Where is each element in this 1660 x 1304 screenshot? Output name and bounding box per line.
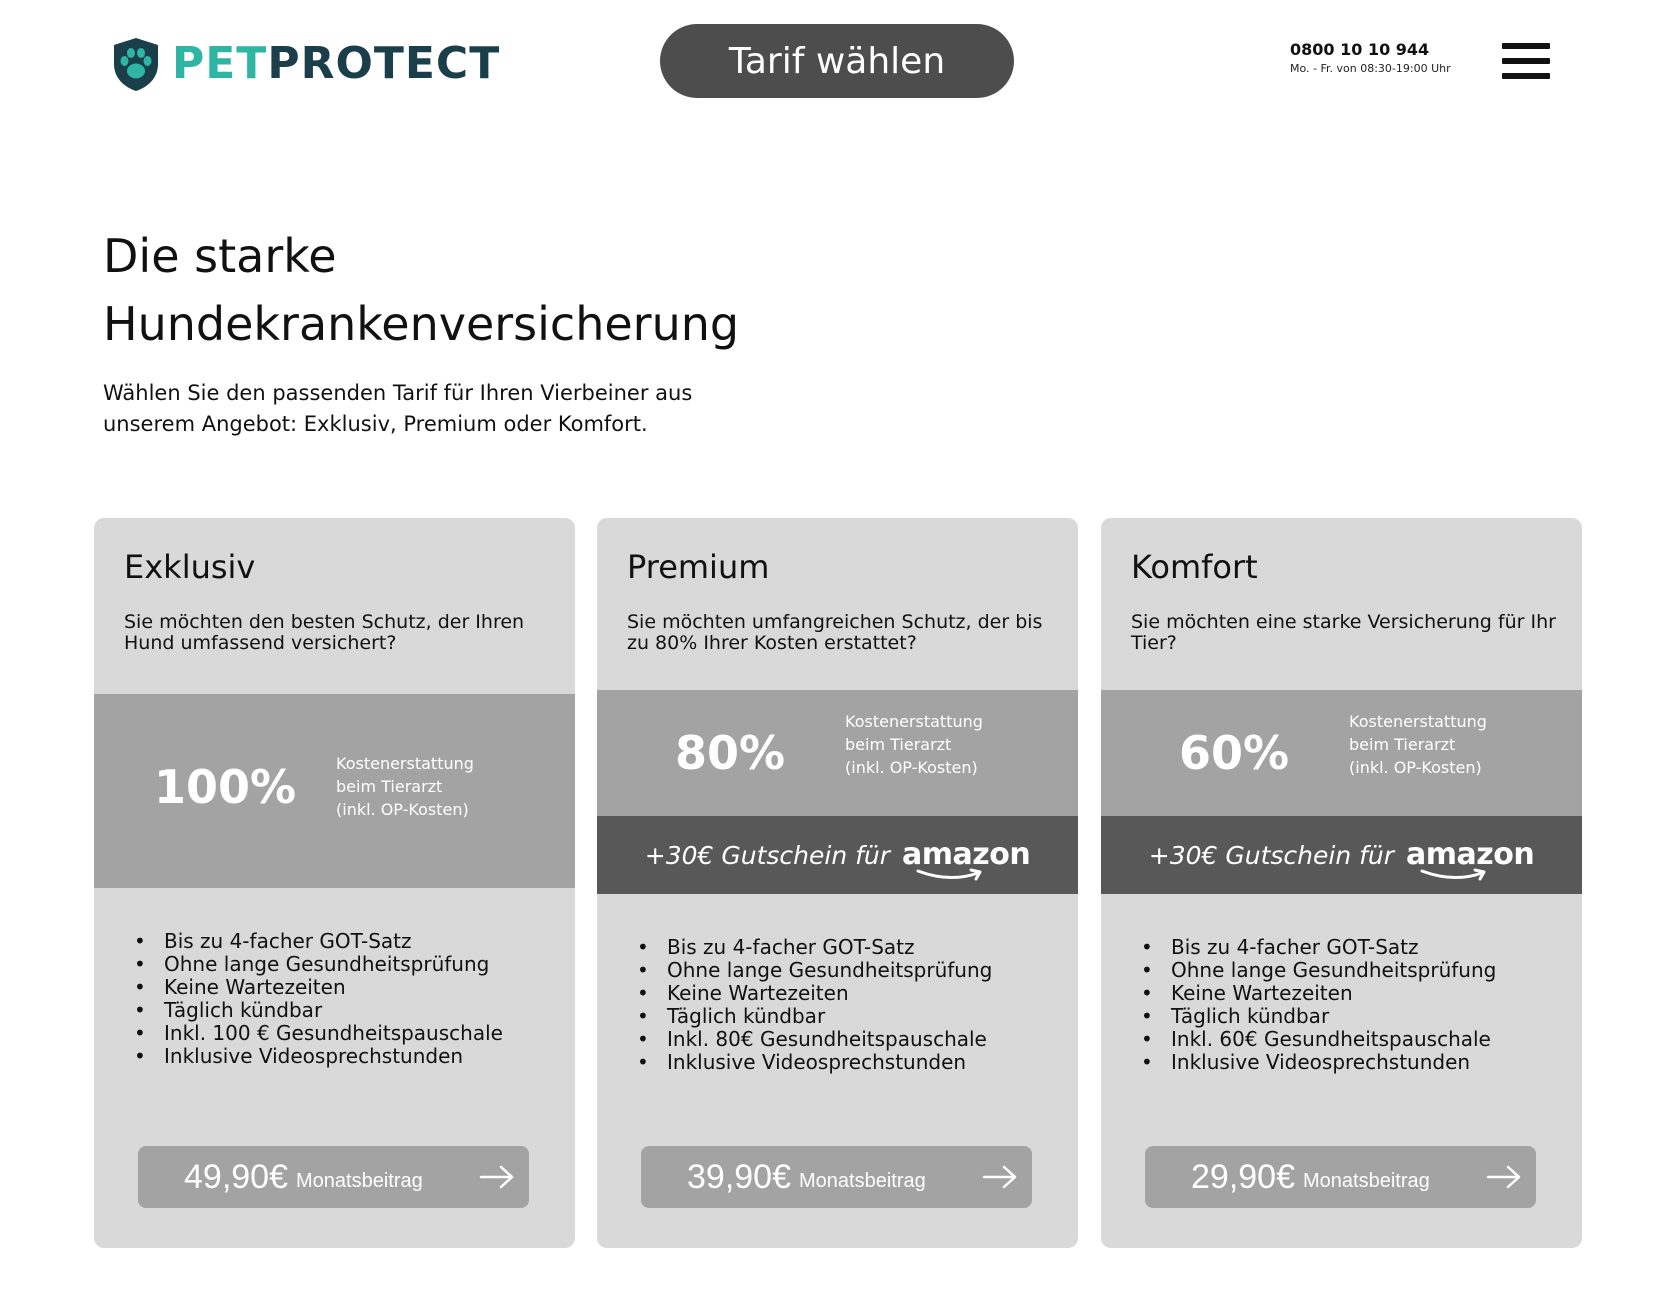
plan-card-premium xyxy=(597,518,1078,1248)
amazon-wordmark: amazon xyxy=(902,837,1031,872)
reimbursement-band xyxy=(1101,690,1582,816)
reimbursement-note-line: (inkl. OP-Kosten) xyxy=(845,758,978,777)
price-label: Monatsbeitrag xyxy=(296,1169,423,1192)
amazon-logo xyxy=(1406,837,1535,872)
select-komfort-button[interactable] xyxy=(1145,1146,1536,1208)
logo[interactable] xyxy=(110,36,500,92)
feature-item: • Inkl. 60€ Gesundheitspauschale xyxy=(1141,1028,1561,1051)
amazon-voucher-banner xyxy=(597,816,1078,894)
reimbursement-note xyxy=(845,710,1045,779)
menu-bar xyxy=(1502,58,1550,64)
plan-name: Komfort xyxy=(1131,548,1258,586)
amazon-wordmark: amazon xyxy=(1406,837,1535,872)
reimbursement-percent: 60% xyxy=(1179,726,1290,780)
page-subtitle: Wählen Sie den passenden Tarif für Ihren Vierbeiner aus unserem Angebot: Exklusiv, Premium oder Komfort. xyxy=(103,381,693,436)
amazon-logo xyxy=(902,837,1031,872)
reimbursement-note-line: beim Tierarzt xyxy=(336,777,443,796)
page-title xyxy=(103,222,1003,358)
reimbursement-note-line: beim Tierarzt xyxy=(1349,735,1456,754)
logo-wordmark xyxy=(172,38,500,90)
voucher-text: +30€ Gutschein für xyxy=(644,840,891,870)
arrow-right-icon xyxy=(479,1165,515,1189)
feature-item: • Ohne lange Gesundheitsprüfung xyxy=(134,953,554,976)
feature-item: • Ohne lange Gesundheitsprüfung xyxy=(637,959,1057,982)
feature-item: • Ohne lange Gesundheitsprüfung xyxy=(1141,959,1561,982)
plan-name: Premium xyxy=(627,548,770,586)
feature-item: • Täglich kündbar xyxy=(637,1005,1057,1028)
feature-item: • Inkl. 80€ Gesundheitspauschale xyxy=(637,1028,1057,1051)
feature-item: • Täglich kündbar xyxy=(134,999,554,1022)
feature-item: • Inkl. 100 € Gesundheitspauschale xyxy=(134,1022,554,1045)
reimbursement-note xyxy=(336,752,536,821)
page-title-line2: Hundekrankenversicherung xyxy=(103,297,740,351)
feature-item: • Keine Wartezeiten xyxy=(1141,982,1561,1005)
reimbursement-percent: 100% xyxy=(154,760,297,814)
feature-item: • Bis zu 4-facher GOT-Satz xyxy=(134,930,554,953)
plan-card-komfort xyxy=(1101,518,1582,1248)
plan-name: Exklusiv xyxy=(124,548,256,586)
select-premium-button[interactable] xyxy=(641,1146,1032,1208)
feature-item: • Inklusive Videosprechstunden xyxy=(1141,1051,1561,1074)
choose-plan-button[interactable]: Tarif wählen xyxy=(660,24,1014,98)
feature-list xyxy=(637,936,1057,1074)
reimbursement-note-line: Kostenerstattung xyxy=(336,754,474,773)
logo-text-pet: PET xyxy=(172,38,268,89)
amazon-smile-icon xyxy=(1420,867,1490,883)
amazon-smile-icon xyxy=(916,867,986,883)
phone-contact[interactable] xyxy=(1290,40,1451,76)
reimbursement-percent: 80% xyxy=(675,726,786,780)
price-label: Monatsbeitrag xyxy=(799,1169,926,1192)
voucher-text: +30€ Gutschein für xyxy=(1148,840,1395,870)
reimbursement-note xyxy=(1349,710,1549,779)
reimbursement-note-line: (inkl. OP-Kosten) xyxy=(336,800,469,819)
feature-list xyxy=(134,930,554,1068)
price-label: Monatsbeitrag xyxy=(1303,1169,1430,1192)
feature-item: • Keine Wartezeiten xyxy=(134,976,554,999)
plan-description: Sie möchten umfangreichen Schutz, der bis zu 80% Ihrer Kosten erstattet? xyxy=(627,611,1043,654)
page-title-line1: Die starke xyxy=(103,229,337,283)
plan-description: Sie möchten den besten Schutz, der Ihren Hund umfassend versichert? xyxy=(124,611,525,654)
reimbursement-note-line: beim Tierarzt xyxy=(845,735,952,754)
reimbursement-note-line: (inkl. OP-Kosten) xyxy=(1349,758,1482,777)
reimbursement-note-line: Kostenerstattung xyxy=(1349,712,1487,731)
reimbursement-band xyxy=(94,694,575,888)
amazon-voucher-banner xyxy=(1101,816,1582,894)
plan-price: 49,90€ xyxy=(184,1157,288,1196)
arrow-right-icon xyxy=(1486,1165,1522,1189)
paw-shield-icon xyxy=(110,36,162,92)
feature-item: • Inklusive Videosprechstunden xyxy=(637,1051,1057,1074)
feature-item: • Keine Wartezeiten xyxy=(637,982,1057,1005)
feature-item: • Bis zu 4-facher GOT-Satz xyxy=(637,936,1057,959)
menu-bar xyxy=(1502,73,1550,79)
reimbursement-note-line: Kostenerstattung xyxy=(845,712,983,731)
phone-number: 0800 10 10 944 xyxy=(1290,40,1430,59)
feature-item: • Täglich kündbar xyxy=(1141,1005,1561,1028)
feature-item: • Inklusive Videosprechstunden xyxy=(134,1045,554,1068)
plan-price: 29,90€ xyxy=(1191,1157,1295,1196)
select-exklusiv-button[interactable] xyxy=(138,1146,529,1208)
hamburger-menu-icon[interactable] xyxy=(1502,43,1550,79)
logo-text-protect: PROTECT xyxy=(267,38,501,89)
phone-hours: Mo. - Fr. von 08:30-19:00 Uhr xyxy=(1290,62,1451,75)
reimbursement-band xyxy=(597,690,1078,816)
plan-price: 39,90€ xyxy=(687,1157,791,1196)
plan-description: Sie möchten eine starke Versicherung für Ihr Tier? xyxy=(1131,611,1556,654)
menu-bar xyxy=(1502,43,1550,49)
feature-list xyxy=(1141,936,1561,1074)
plan-card-exklusiv xyxy=(94,518,575,1248)
arrow-right-icon xyxy=(982,1165,1018,1189)
feature-item: • Bis zu 4-facher GOT-Satz xyxy=(1141,936,1561,959)
